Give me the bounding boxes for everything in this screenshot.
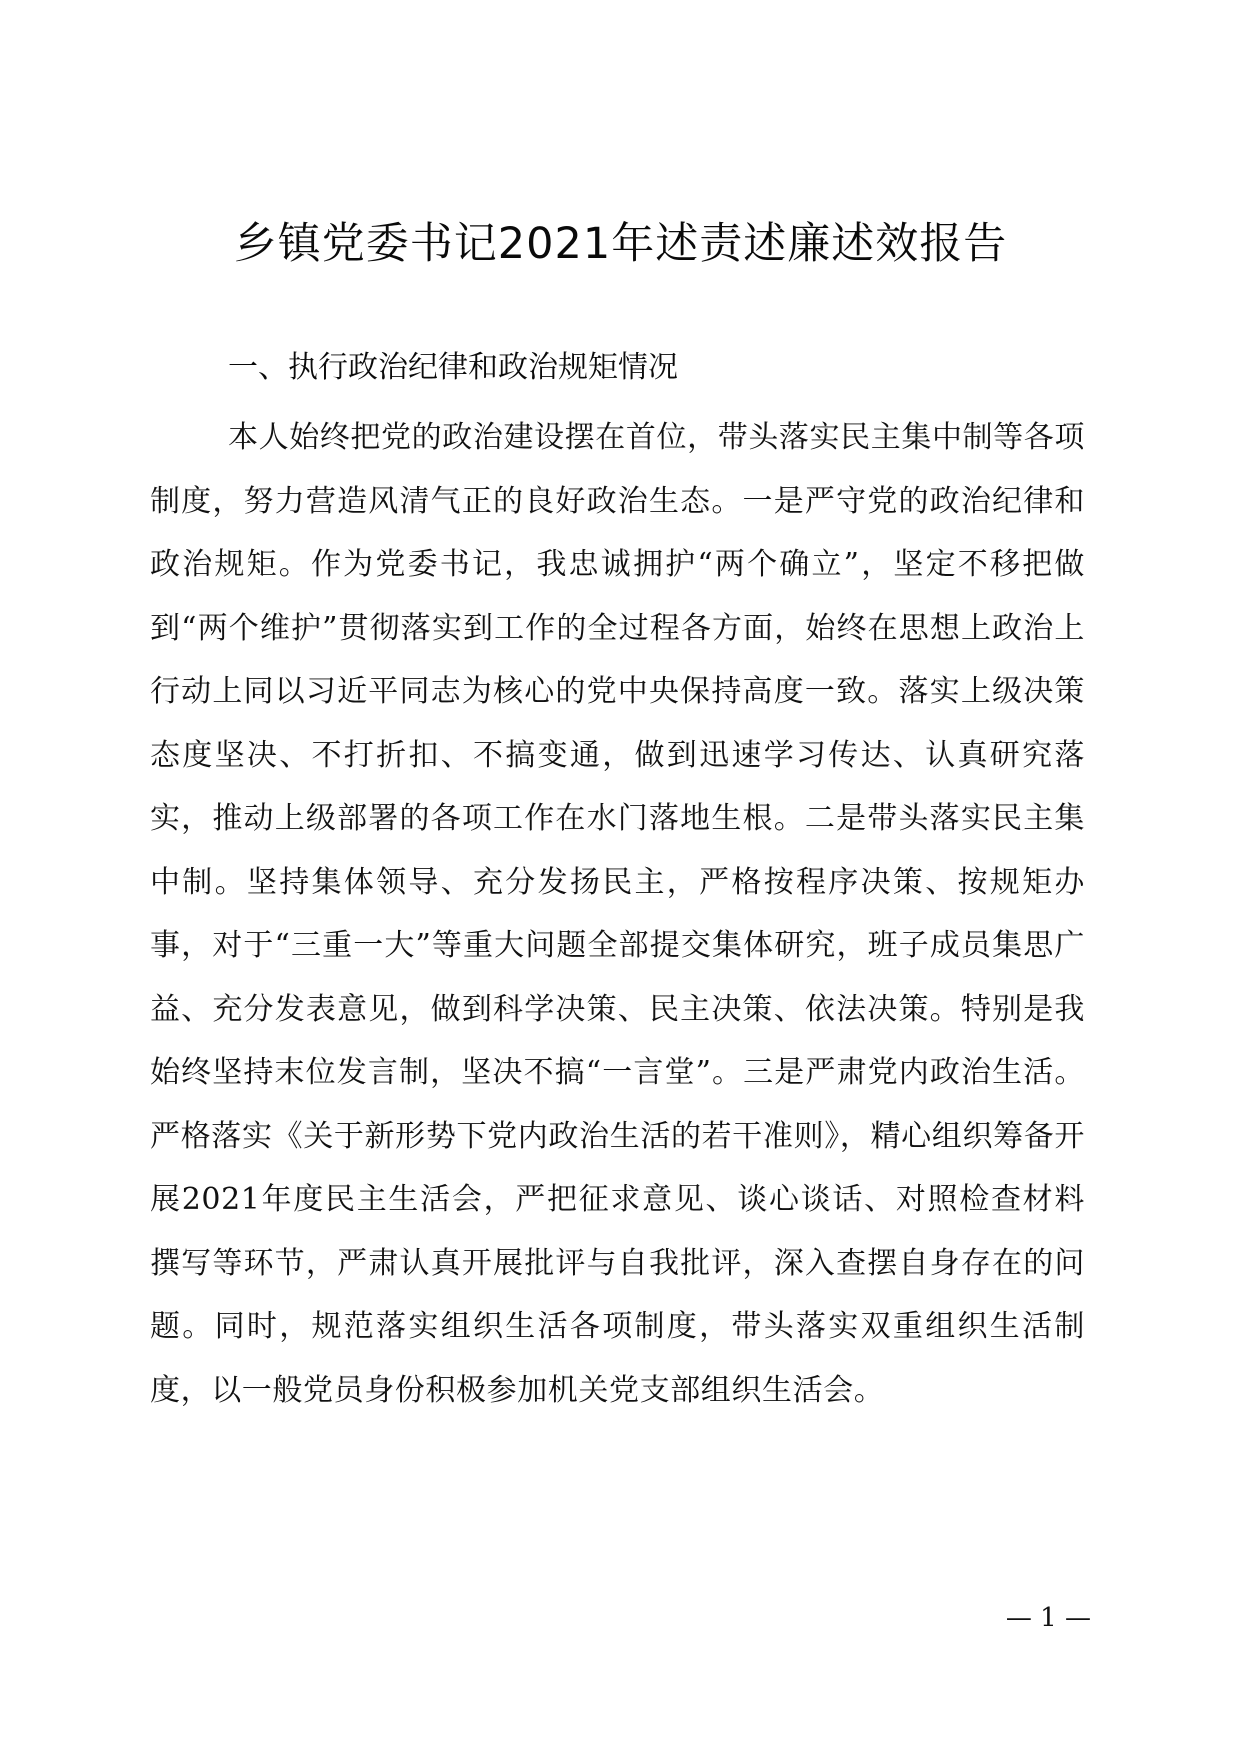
section-heading: 一、执行政治纪律和政治规矩情况 (228, 350, 678, 385)
page-number: — 1 — (1005, 1603, 1091, 1633)
document-title: 乡镇党委书记2021年述责述廉述效报告 (233, 219, 1008, 269)
body-paragraph: 本人始终把党的政治建设摆在首位，带头落实民主集中制等各项制度，努力营造风清气正的良好政治生态。一是严守党的政治纪律和政治规矩。作为党委书记，我忠诚拥护“两个确立”，坚定不移把做到“两个维护”贯彻落实到工作的全过程各方面，始终在思想上政治上行动上同以习近平同志为核心的党中央保持高度一致。落实上级决策态度坚决、不打折扣、不搞变通，做到迅速学习传达、认真研究落实，推动上级部署的各项工作在水门落地生根。二是带头落实民主集中制。坚持集体领导、充分发扬民主，严格按程序决策、按规矩办事，对于“三重一大”等重大问题全部提交集体研究，班子成员集思广益、充分发表意见，做到科学决策、民主决策、依法决策。特别是我始终坚持末位发言制，坚决不搞“一言堂”。三是严肃党内政治生活。严格落实《关于新形势下党内政治生活的若干准则》，精心组织筹备开展2021年度民主生活会，严把征求意见、谈心谈话、对照检查材料撰写等环节，严肃认真开展批评与自我批评，深入查摆自身存在的问题。同时，规范落实组织生活各项制度，带头落实双重组织生活制度，以一般党员身份积极参加机关党支部组织生活会。 (150, 420, 1085, 1408)
